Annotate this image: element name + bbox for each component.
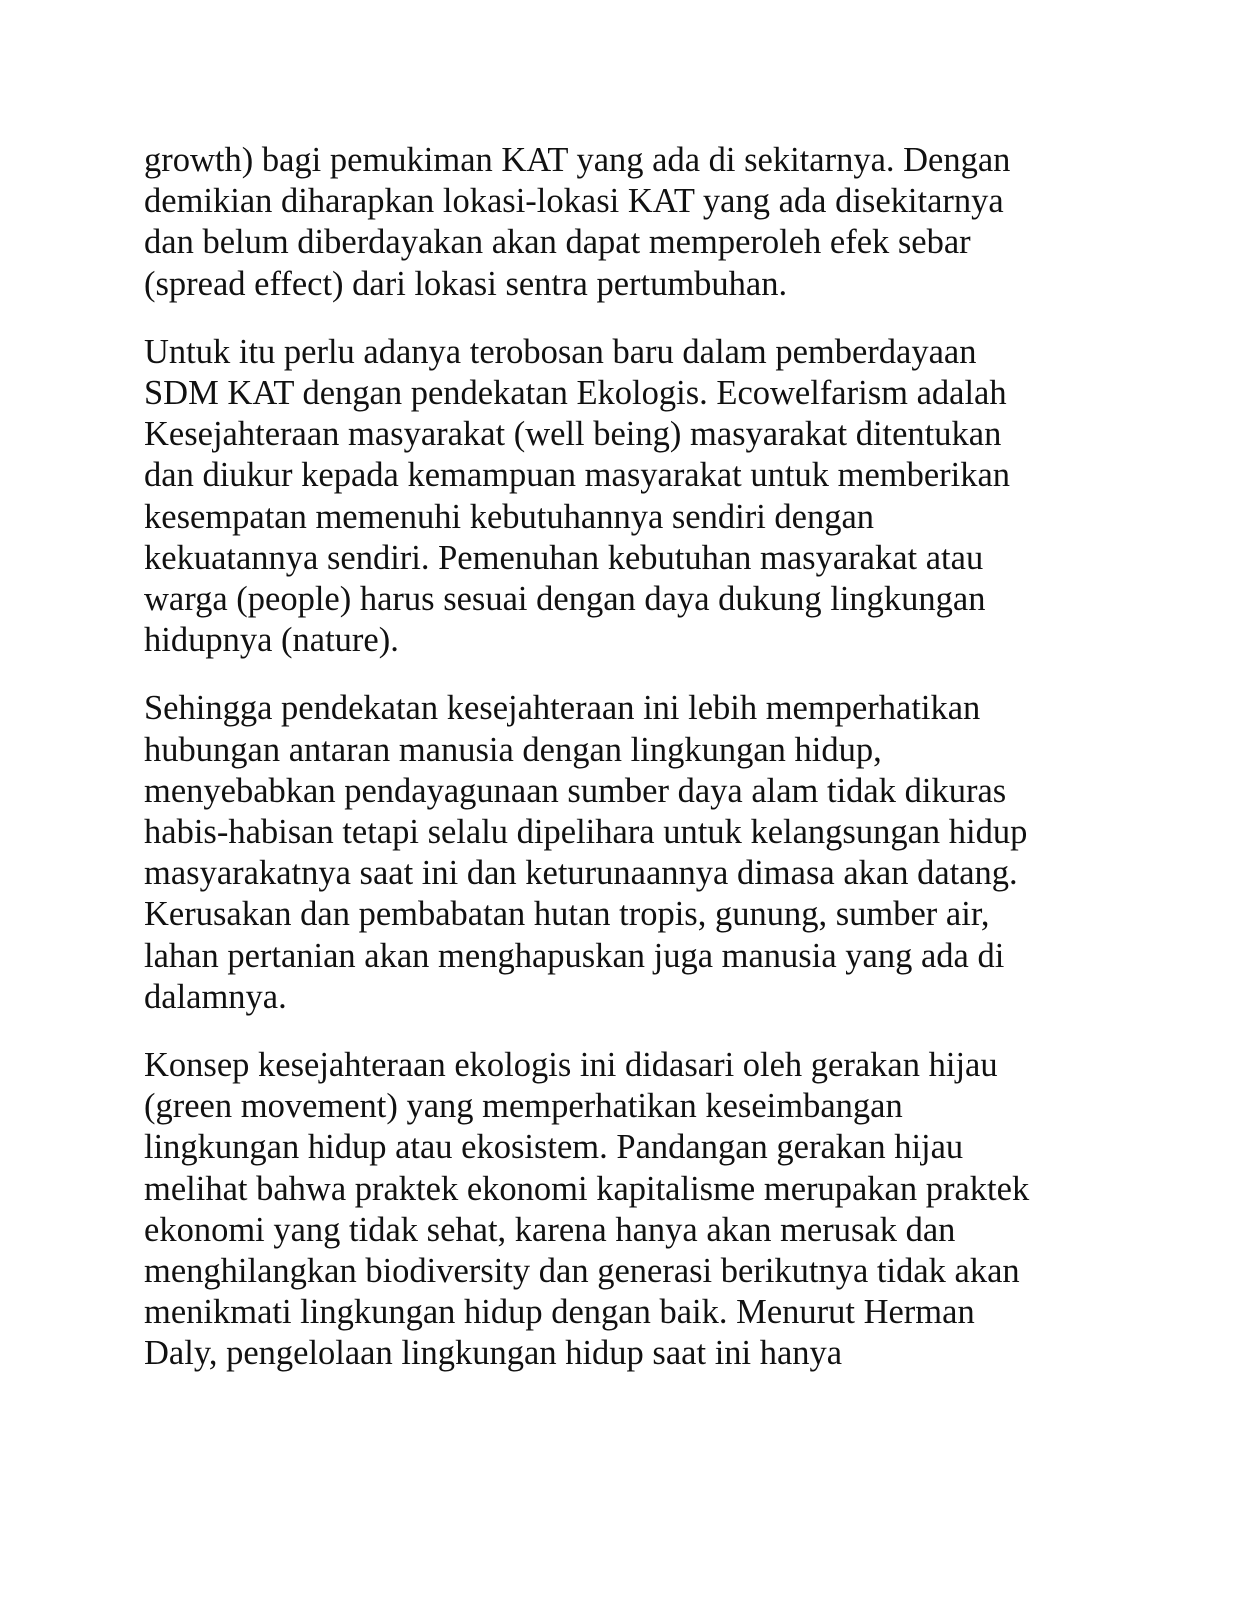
text-line: Konsep kesejahteraan ekologis ini didasari oleh gerakan hijau [144,1046,998,1085]
paragraph-1 [144,140,1066,305]
text-line: Kerusakan dan pembabatan hutan tropis, gunung, sumber air, [144,895,990,934]
text-line: menghilangkan biodiversity dan generasi berikutnya tidak akan [144,1252,1020,1291]
text-line: menyebabkan pendayagunaan sumber daya alam tidak dikuras [144,771,1007,810]
paragraph-4 [144,1045,1066,1375]
text-line: lahan pertanian akan menghapuskan juga manusia yang ada di [144,936,1005,975]
text-line: SDM KAT dengan pendekatan Ekologis. Ecowelfarism adalah [144,374,1007,413]
text-line: dalamnya. [144,977,287,1016]
text-line: dan diukur kepada kemampuan masyarakat untuk memberikan [144,456,1011,495]
text-line: demikian diharapkan lokasi-lokasi KAT yang ada disekitarnya [144,182,1004,221]
text-line: Kesejahteraan masyarakat (well being) masyarakat ditentukan [144,415,1002,454]
text-line: habis-habisan tetapi selalu dipelihara untuk kelangsungan hidup [144,813,1028,852]
text-line: kekuatannya sendiri. Pemenuhan kebutuhan masyarakat atau [144,538,984,577]
text-line: Sehingga pendekatan kesejahteraan ini lebih memperhatikan [144,689,981,728]
paragraph-3 [144,688,1066,1018]
text-line: hubungan antaran manusia dengan lingkungan hidup, [144,730,882,769]
paragraph-2 [144,332,1066,662]
text-line: (green movement) yang memperhatikan keseimbangan [144,1087,903,1126]
text-line: Daly, pengelolaan lingkungan hidup saat ini hanya [144,1334,843,1373]
text-line: masyarakatnya saat ini dan keturunaannya dimasa akan datang. [144,854,1018,893]
text-line: dan belum diberdayakan akan dapat memperoleh efek sebar [144,223,971,262]
text-line: hidupnya (nature). [144,621,399,660]
text-line: ekonomi yang tidak sehat, karena hanya akan merusak dan [144,1210,956,1249]
text-line: growth) bagi pemukiman KAT yang ada di sekitarnya. Dengan [144,141,1011,179]
text-line: Untuk itu perlu adanya terobosan baru dalam pemberdayaan [144,332,977,371]
text-line: warga (people) harus sesuai dengan daya dukung lingkungan [144,580,986,619]
text-line: lingkungan hidup atau ekosistem. Pandangan gerakan hijau [144,1128,964,1167]
text-line: menikmati lingkungan hidup dengan baik. Menurut Herman [144,1293,975,1332]
text-line: (spread effect) dari lokasi sentra pertumbuhan. [144,264,788,303]
text-line: melihat bahwa praktek ekonomi kapitalisme merupakan praktek [144,1169,1030,1208]
text-line: kesempatan memenuhi kebutuhannya sendiri dengan [144,497,875,536]
